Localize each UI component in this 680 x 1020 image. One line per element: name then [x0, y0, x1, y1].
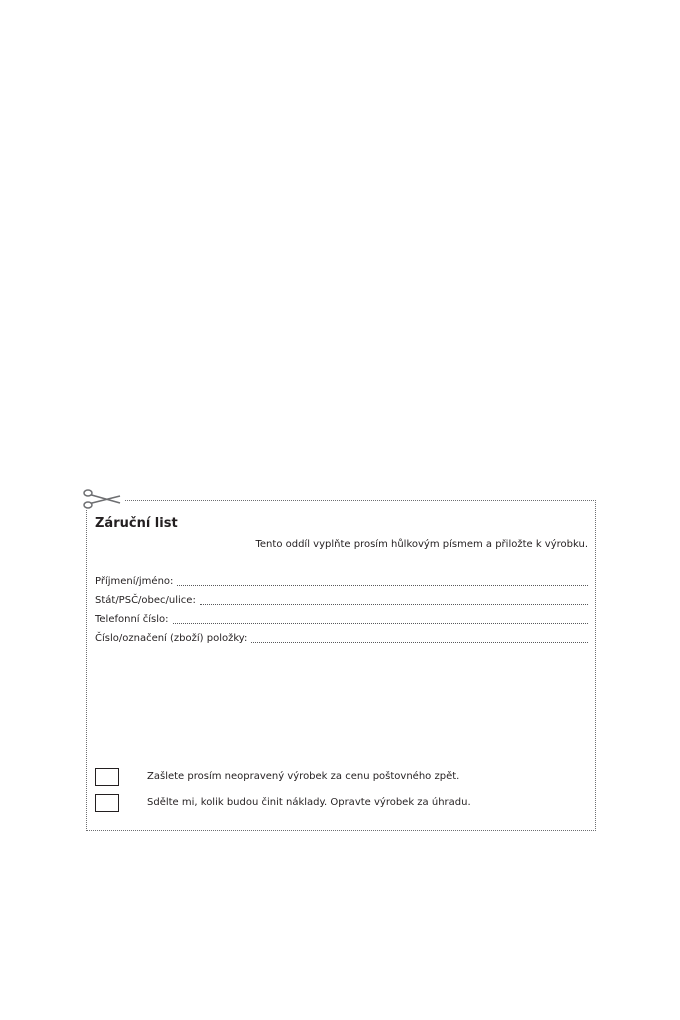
option-quote-repair-label: Sdělte mi, kolik budou činit náklady. Opravte výrobek za úhradu. — [147, 797, 471, 808]
form-title: Záruční list — [95, 516, 178, 531]
field-phone-line[interactable] — [173, 613, 588, 624]
checkbox-return-unrepaired[interactable] — [95, 768, 119, 786]
form-instruction: Tento oddíl vyplňte prosím hůlkovým písmem a přiložte k výrobku. — [255, 539, 588, 550]
field-name-label: Příjmení/jméno: — [95, 576, 174, 587]
field-item-number-line[interactable] — [251, 632, 588, 643]
field-name-line[interactable] — [177, 575, 588, 586]
checkbox-quote-repair[interactable] — [95, 794, 119, 812]
scissors-icon — [82, 488, 124, 510]
field-name[interactable] — [95, 574, 588, 588]
option-quote-repair[interactable] — [95, 794, 585, 816]
option-return-unrepaired[interactable] — [95, 768, 585, 790]
field-item-number[interactable] — [95, 631, 588, 645]
option-return-unrepaired-label: Zašlete prosím neopravený výrobek za cenu poštovného zpět. — [147, 771, 460, 782]
field-address-label: Stát/PSČ/obec/ulice: — [95, 595, 196, 606]
field-address-line[interactable] — [200, 594, 588, 605]
field-phone-label: Telefonní číslo: — [95, 614, 169, 625]
field-address[interactable] — [95, 593, 588, 607]
field-phone[interactable] — [95, 612, 588, 626]
field-item-number-label: Číslo/označení (zboží) položky: — [95, 633, 248, 644]
